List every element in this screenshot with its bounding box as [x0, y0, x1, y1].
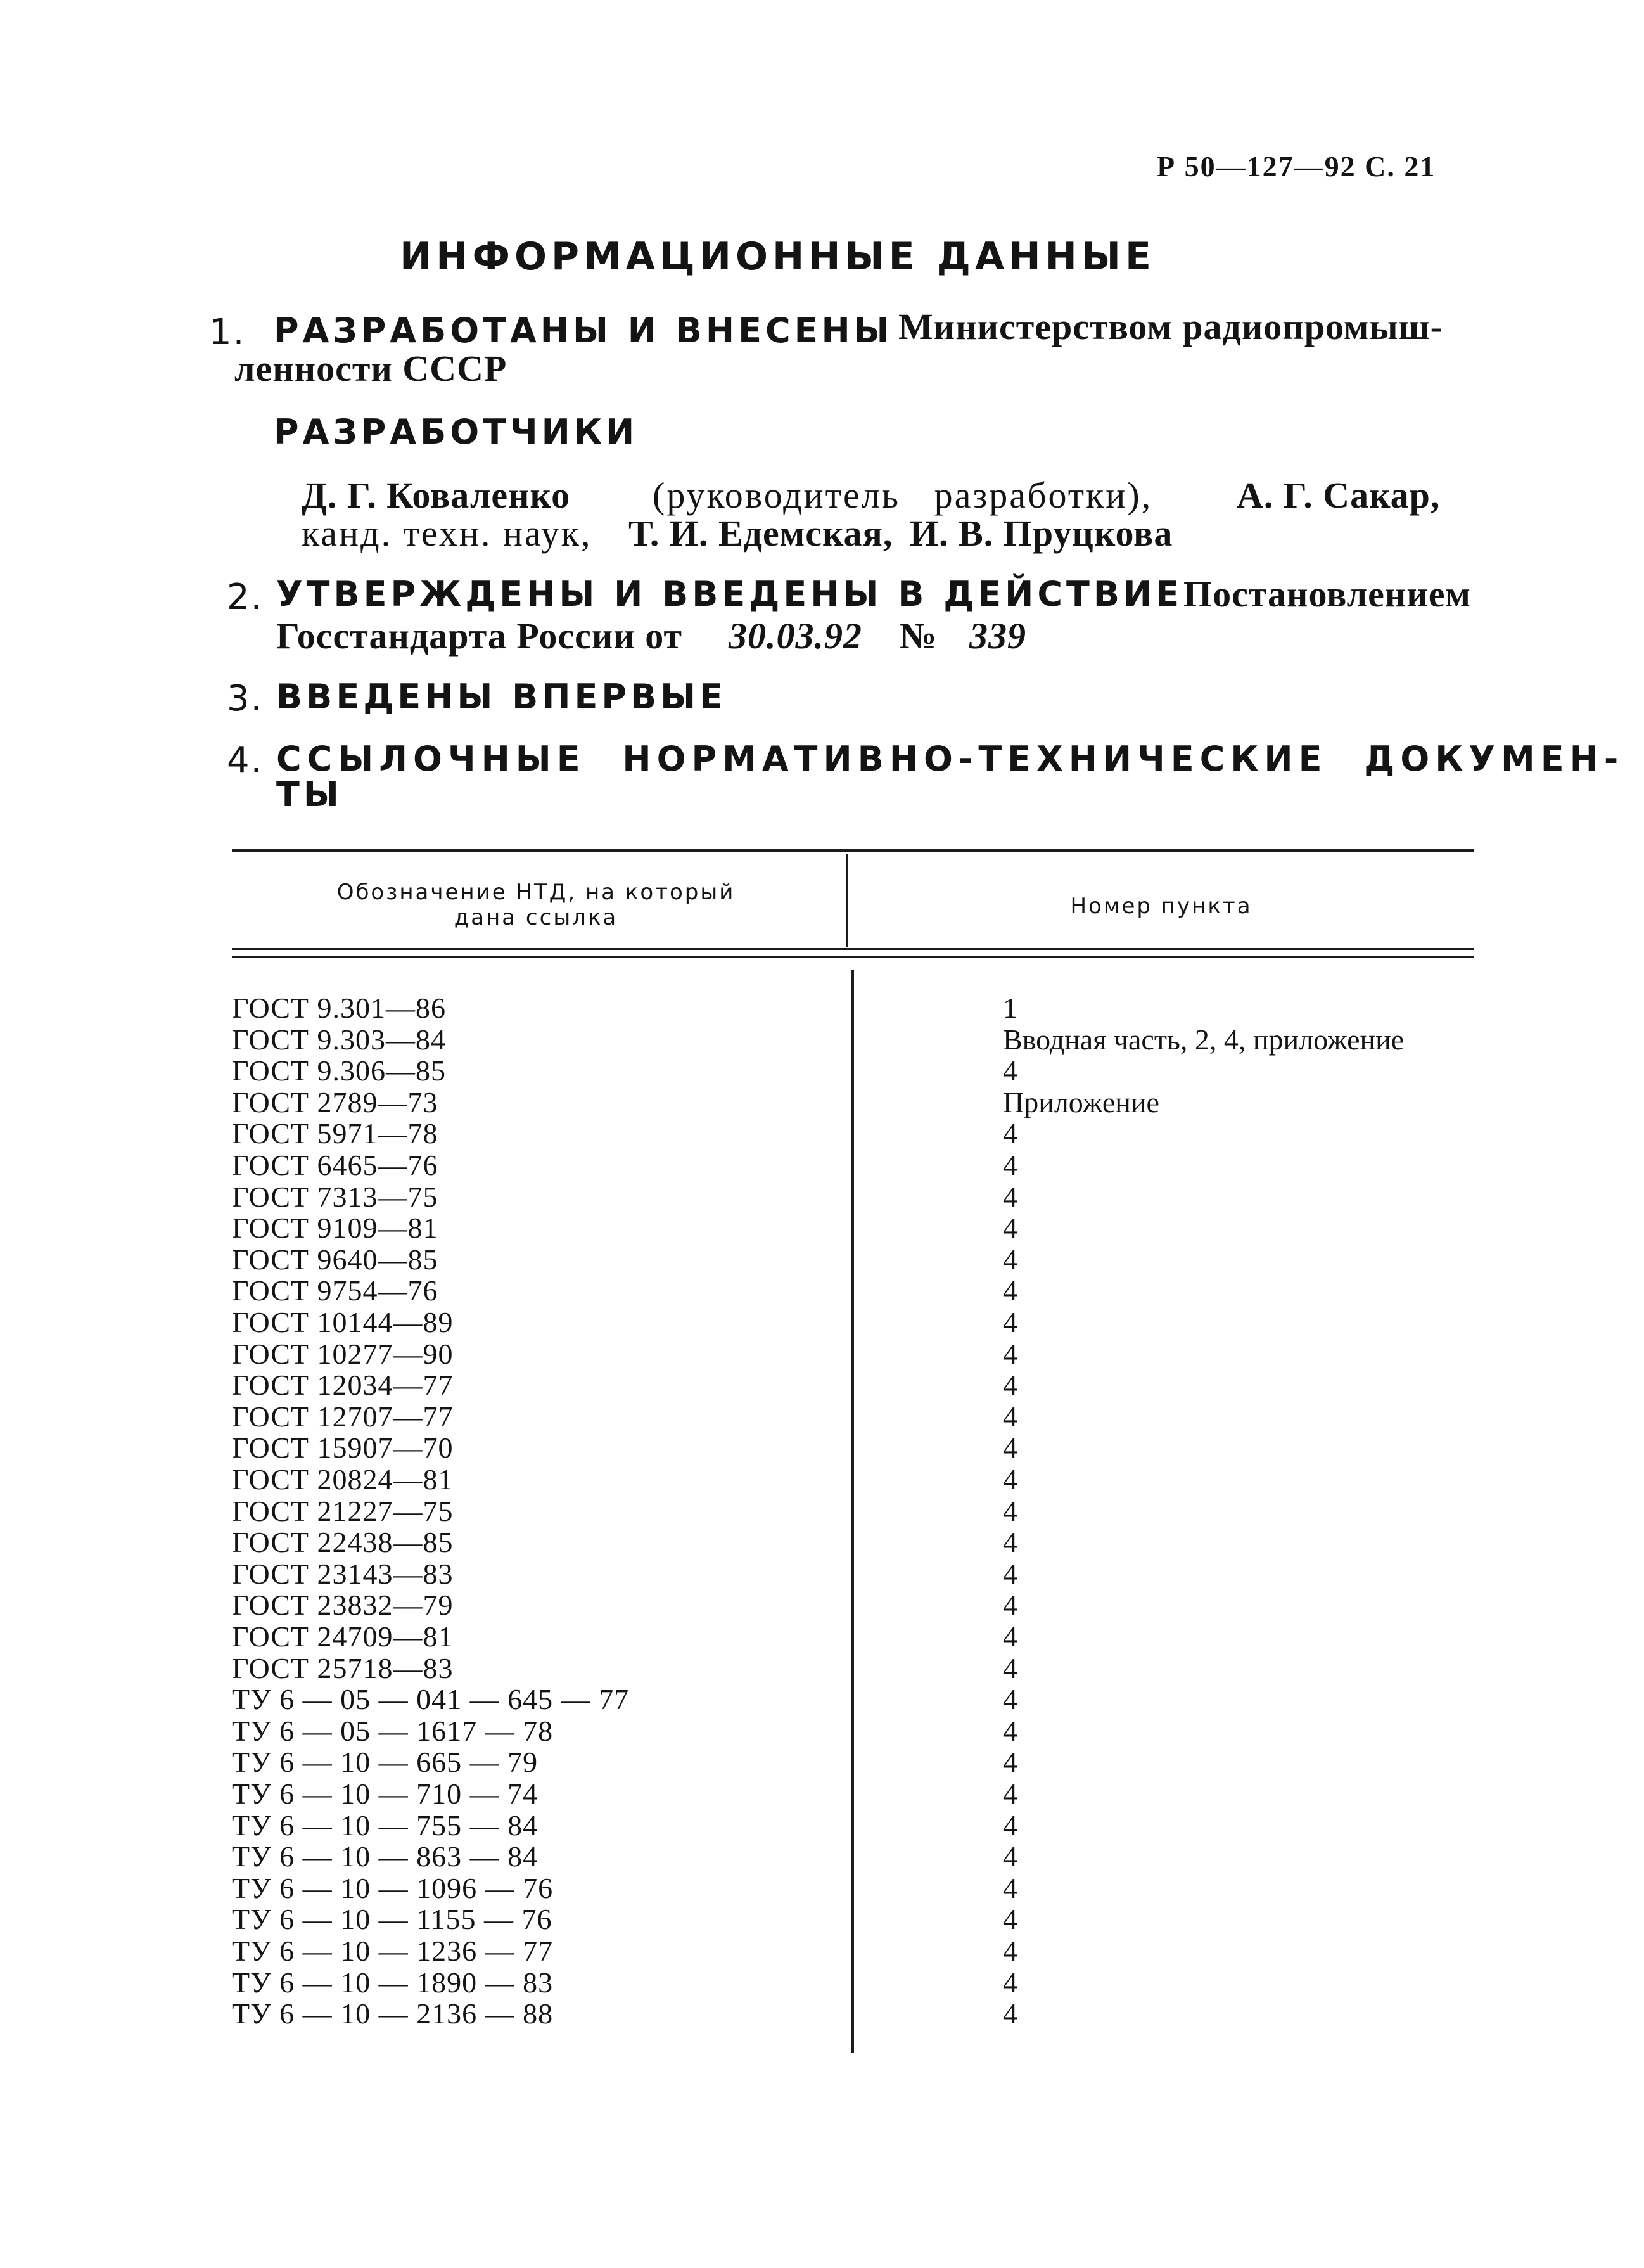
item-2-caps: УТВЕРЖДЕНЫ И ВВЕДЕНЫ В ДЕЙСТВИЕ	[276, 574, 1183, 614]
table-cell-document: ТУ 6 — 10 — 710 — 74	[232, 1778, 538, 1810]
table-cell-document: ГОСТ 15907—70	[232, 1432, 454, 1464]
table-cell-clause: 4	[1003, 1463, 1017, 1496]
item-1-caps: РАЗРАБОТАНЫ И ВНЕСЕНЫ	[274, 311, 893, 350]
developers-heading: РАЗРАБОТЧИКИ	[274, 412, 639, 452]
table-cell-document: ТУ 6 — 10 — 665 — 79	[232, 1746, 538, 1778]
table-cell-clause: 4	[1003, 1746, 1017, 1778]
table-cell-clause: 4	[1003, 1274, 1017, 1307]
table-cell-document: ТУ 6 — 10 — 1236 — 77	[232, 1935, 554, 1967]
item-4-caps-cont: ТЫ	[276, 774, 343, 814]
developer-role-1: (руководитель разработки),	[653, 475, 1153, 516]
table-cell-clause: 4	[1003, 1117, 1017, 1150]
table-cell-document: ТУ 6 — 10 — 755 — 84	[232, 1809, 538, 1842]
table-cell-document: ГОСТ 12707—77	[232, 1400, 454, 1433]
item-1-text-cont: ленности СССР	[234, 348, 507, 389]
table-cell-document: ГОСТ 10277—90	[232, 1338, 454, 1370]
table-cell-clause: 4	[1003, 1149, 1017, 1181]
table-cell-document: ГОСТ 9109—81	[232, 1212, 438, 1244]
table-cell-document: ГОСТ 23143—83	[232, 1558, 454, 1590]
item-2-text-cont: Госстандарта России от	[276, 615, 682, 657]
page-reference: Р 50—127—92 С. 21	[1157, 150, 1436, 183]
item-1-text: Министерством радиопромыш-	[898, 306, 1443, 347]
header-document-line-2: дана ссылка	[454, 905, 618, 930]
table-cell-clause: 4	[1003, 1306, 1017, 1338]
table-cell-clause: 4	[1003, 1966, 1017, 1999]
table-cell-clause: 4	[1003, 1243, 1017, 1276]
table-cell-document: ГОСТ 25718—83	[232, 1652, 454, 1684]
item-2-number-sign: №	[900, 615, 938, 657]
table-cell-document: ГОСТ 7313—75	[232, 1181, 438, 1213]
table-cell-clause: 4	[1003, 1181, 1017, 1213]
table-cell-clause: 4	[1003, 1840, 1017, 1873]
table-cell-clause: Приложение	[1003, 1086, 1159, 1118]
item-2-date: 30.03.92	[729, 615, 862, 657]
table-cell-clause: 4	[1003, 1715, 1017, 1747]
table-cell-document: ГОСТ 10144—89	[232, 1306, 454, 1338]
item-4-caps: ССЫЛОЧНЫЕ НОРМАТИВНО-ТЕХНИЧЕСКИЕ ДОКУМЕН-	[276, 739, 1624, 779]
table-cell-document: ГОСТ 22438—85	[232, 1526, 454, 1558]
table-header-rule-1	[232, 948, 1474, 950]
developer-name-3: Т. И. Едемская,	[628, 513, 893, 554]
developer-degree: канд. техн. наук,	[302, 513, 592, 554]
table-header-rule-2	[232, 956, 1474, 958]
table-cell-clause: 4	[1003, 1369, 1017, 1401]
item-2-number: 2.	[227, 577, 264, 618]
table-cell-clause: 4	[1003, 1903, 1017, 1935]
item-3-number: 3.	[227, 678, 264, 719]
table-cell-document: ГОСТ 2789—73	[232, 1086, 438, 1118]
table-cell-document: ТУ 6 — 10 — 863 — 84	[232, 1840, 538, 1873]
table-cell-clause: 4	[1003, 1652, 1017, 1684]
table-body-divider	[851, 970, 854, 2053]
table-cell-document: ТУ 6 — 05 — 1617 — 78	[232, 1715, 554, 1747]
item-2-decree-number: 339	[969, 615, 1026, 657]
table-cell-clause: 4	[1003, 1526, 1017, 1558]
table-cell-clause: 4	[1003, 1338, 1017, 1370]
table-cell-clause: 4	[1003, 1997, 1017, 2030]
item-4-number: 4.	[227, 740, 264, 781]
table-cell-document: ГОСТ 9.306—85	[232, 1054, 447, 1087]
table-cell-clause: 4	[1003, 1400, 1017, 1433]
developer-name-2: А. Г. Сакар,	[1237, 475, 1441, 516]
item-1-number: 1.	[209, 312, 246, 353]
table-cell-clause: Вводная часть, 2, 4, приложение	[1003, 1023, 1405, 1056]
table-cell-clause: 4	[1003, 1432, 1017, 1464]
table-header-divider	[846, 854, 848, 947]
table-cell-document: ТУ 6 — 10 — 1096 — 76	[232, 1872, 554, 1904]
table-cell-clause: 4	[1003, 1683, 1017, 1715]
table-cell-clause: 4	[1003, 1935, 1017, 1967]
table-cell-clause: 4	[1003, 1872, 1017, 1904]
table-cell-document: ГОСТ 9.303—84	[232, 1023, 447, 1056]
header-document-line-1: Обозначение НТД, на который	[336, 880, 736, 905]
table-cell-clause: 4	[1003, 1620, 1017, 1653]
table-cell-clause: 4	[1003, 1778, 1017, 1810]
page-title: ИНФОРМАЦИОННЫЕ ДАННЫЕ	[400, 234, 1156, 279]
table-cell-clause: 4	[1003, 1054, 1017, 1087]
table-cell-clause: 4	[1003, 1212, 1017, 1244]
table-cell-document: ГОСТ 9640—85	[232, 1243, 438, 1276]
table-cell-document: ГОСТ 9.301—86	[232, 992, 447, 1024]
table-cell-clause: 1	[1003, 992, 1017, 1024]
item-2-text: Постановлением	[1183, 573, 1471, 615]
table-header-document	[232, 880, 840, 930]
table-cell-document: ГОСТ 23832—79	[232, 1589, 454, 1621]
developer-name-1: Д. Г. Коваленко	[302, 475, 571, 516]
table-cell-document: ТУ 6 — 10 — 1155 — 76	[232, 1903, 552, 1935]
table-cell-document: ГОСТ 24709—81	[232, 1620, 454, 1653]
table-cell-document: ГОСТ 20824—81	[232, 1463, 454, 1496]
item-3-caps: ВВЕДЕНЫ ВПЕРВЫЕ	[276, 677, 727, 717]
table-cell-document: ГОСТ 9754—76	[232, 1274, 438, 1307]
table-cell-clause: 4	[1003, 1589, 1017, 1621]
table-cell-document: ГОСТ 5971—78	[232, 1117, 438, 1150]
table-cell-document: ГОСТ 12034—77	[232, 1369, 454, 1401]
developer-name-4: И. В. Пруцкова	[910, 513, 1173, 554]
table-top-rule	[232, 849, 1474, 852]
table-cell-document: ТУ 6 — 10 — 2136 — 88	[232, 1997, 554, 2030]
table-cell-document: ГОСТ 21227—75	[232, 1495, 454, 1527]
table-cell-clause: 4	[1003, 1495, 1017, 1527]
table-cell-clause: 4	[1003, 1558, 1017, 1590]
table-cell-document: ТУ 6 — 05 — 041 — 645 — 77	[232, 1683, 630, 1715]
table-cell-clause: 4	[1003, 1809, 1017, 1842]
table-header-clause: Номер пункта	[1070, 894, 1252, 919]
table-cell-document: ГОСТ 6465—76	[232, 1149, 438, 1181]
table-cell-document: ТУ 6 — 10 — 1890 — 83	[232, 1966, 554, 1999]
